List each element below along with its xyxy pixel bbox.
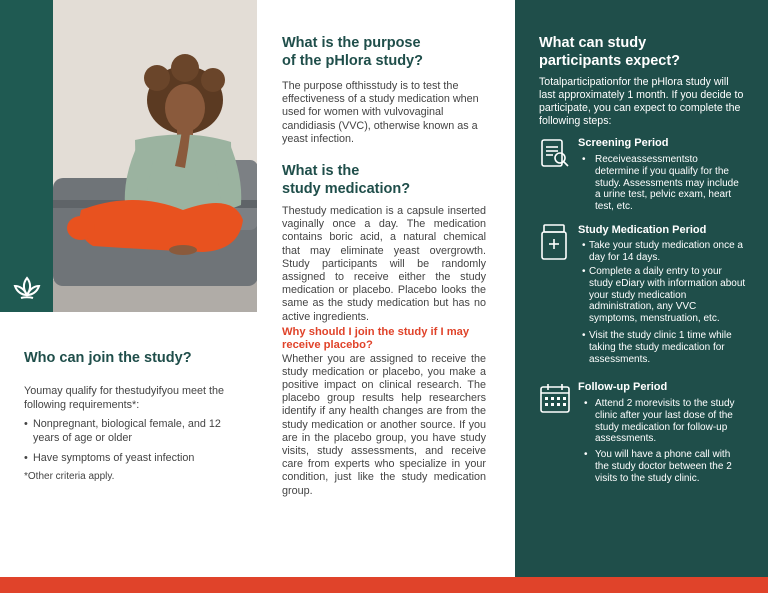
medication-item: • Take your study medication once a day for 14 days.	[582, 240, 747, 264]
medication-item: • Complete a daily entry to your study eDiary with information about your study medication administration, any VVC symptoms, menstruation, etc.	[582, 266, 746, 325]
study-medication-period	[539, 221, 749, 371]
purpose-heading-line2: of the pHlora study?	[282, 53, 423, 69]
requirement-item: • Have symptoms of yeast infection	[24, 452, 239, 466]
screening-period-title: Screening Period	[578, 137, 669, 149]
expect-heading	[539, 34, 744, 70]
purpose-heading	[282, 34, 486, 70]
expect-section	[539, 34, 744, 128]
requirement-item: • Nonpregnant, biological female, and 12 years of age or older	[24, 418, 239, 445]
follow-up-item-text: You will have a phone call with the study doctor between the 2 visits to the study clinic.	[595, 449, 732, 484]
placebo-question-heading: Why should I join the study if I may receive placebo?	[282, 325, 470, 352]
medication-heading	[282, 162, 486, 198]
bottom-accent-bar	[0, 577, 768, 593]
who-can-join-section	[24, 349, 239, 483]
medication-body: Thestudy medication is a capsule inserted vaginally once a day. The medication contains boric acid, a natural chemical that may eliminate yeast overgrowth. Study participants will be randomly assigned to receive either the study medication or placebo. Placebo looks the same as the study medication but has no active ingredients.	[282, 205, 486, 323]
who-can-join-heading: Who can join the study?	[24, 350, 192, 366]
medication-bottle-icon	[539, 223, 569, 261]
left-column	[0, 0, 257, 577]
purpose-heading-line1: What is the purpose	[282, 35, 421, 51]
screening-item: • Receiveassessmentsto determine if you qualify for the study. Assessments may include a urine test, pelvic exam, heart test, etc.	[584, 154, 744, 213]
screening-period	[539, 134, 749, 214]
medication-item-text: Take your study medication once a day for 14 days.	[589, 240, 743, 263]
follow-up-item: • Attend 2 morevisits to the study clinic after your last dose of the study medication for follow-up assessments.	[584, 398, 744, 445]
expect-heading-line1: What can study	[539, 35, 647, 51]
medication-heading-line2: study medication?	[282, 181, 411, 197]
clipboard-search-icon	[539, 137, 571, 169]
screening-item-text: Receiveassessmentsto determine if you qualify for the study. Assessments may include a urine test, pelvic exam, heart test, etc.	[595, 154, 739, 213]
purpose-section	[282, 34, 486, 146]
follow-up-item-text: Attend 2 morevisits to the study clinic after your last dose of the study medication for follow-up assessments.	[595, 398, 735, 445]
placebo-answer-body: Whether you are assigned to receive the study medication or placebo, you make a positive impact on clinical research. The placebo group results help researchers identify if any health changes are from the study medication or another source. If you are in the placebo group, you have study visits, study assessments, and receive care from experts who specialize in your condition, just like the study medication group.	[282, 352, 486, 497]
study-medication-period-title: Study Medication Period	[578, 224, 707, 236]
requirements-list	[24, 418, 239, 466]
green-side-strip	[0, 0, 53, 312]
expect-intro: Totalparticipationfor the pHlora study will last approximately 1 month. If you decide to participate, you can expect to complete the following steps:	[539, 76, 744, 127]
follow-up-item: • You will have a phone call with the study doctor between the 2 visits to the study clinic.	[584, 449, 744, 484]
who-can-join-intro: Youmay qualify for thestudyifyou meet the following requirements*:	[24, 385, 225, 411]
medication-item-text: Complete a daily entry to your study eDiary with information about your study medication administration, any VVC symptoms, menstruation, etc.	[589, 266, 746, 325]
expect-heading-line2: participants expect?	[539, 53, 681, 69]
calendar-icon	[539, 382, 571, 414]
medication-section	[282, 162, 486, 498]
purpose-body: The purpose ofthisstudy is to test the effectiveness of a study medication when used for women with vulvovaginal candidiasis (VVC), otherwise known as a yeast infection.	[282, 80, 479, 145]
medication-item: • Visit the study clinic 1 time while taking the study medication for assessments.	[582, 330, 747, 365]
woman-sitting-on-couch-photo	[53, 0, 258, 312]
medication-item-text: Visit the study clinic 1 time while taking the study medication for assessments.	[589, 330, 732, 365]
criteria-footnote: *Other criteria apply.	[24, 470, 115, 482]
lotus-logo-icon	[12, 275, 42, 301]
follow-up-period	[539, 380, 749, 510]
follow-up-period-title: Follow-up Period	[578, 381, 668, 393]
medication-heading-line1: What is the	[282, 163, 360, 179]
